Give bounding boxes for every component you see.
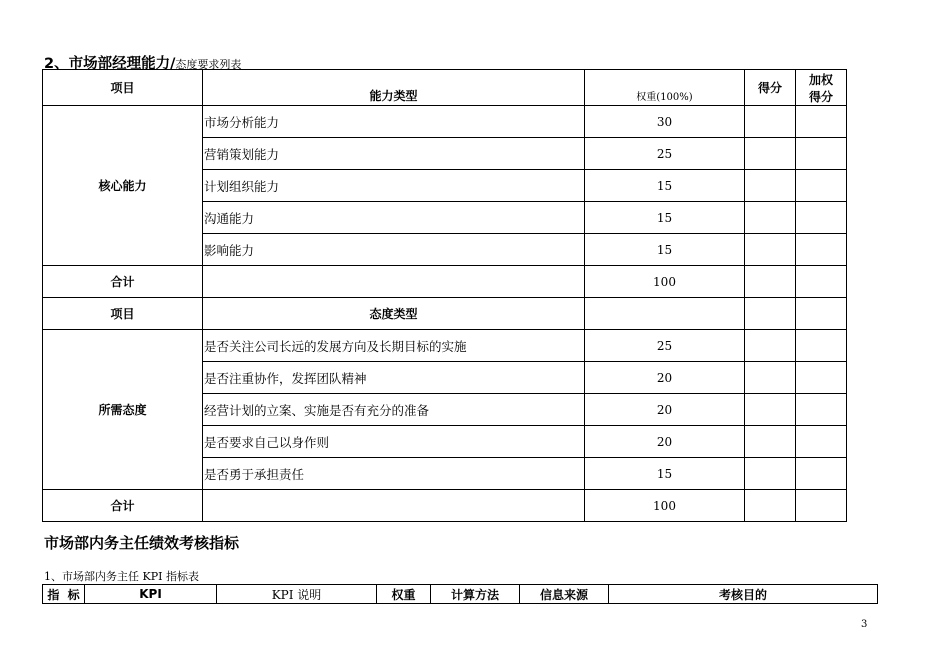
- ability-name: 市场分析能力: [203, 106, 585, 138]
- score-cell[interactable]: [745, 170, 796, 202]
- attitude-header-row: [43, 298, 847, 330]
- header-item: 项目: [43, 298, 203, 330]
- ability-total-row: [43, 266, 847, 298]
- header-weighted-score: [796, 70, 847, 106]
- kpi-header-source: 信息来源: [520, 585, 609, 604]
- empty-cell: [745, 298, 796, 330]
- score-cell[interactable]: [745, 426, 796, 458]
- score-cell[interactable]: [745, 490, 796, 522]
- empty-cell: [203, 266, 585, 298]
- score-cell[interactable]: [745, 330, 796, 362]
- attitude-weight: 20: [585, 426, 745, 458]
- weighted-score-cell[interactable]: [796, 234, 847, 266]
- score-cell[interactable]: [745, 266, 796, 298]
- weighted-score-cell[interactable]: [796, 106, 847, 138]
- weighted-score-cell[interactable]: [796, 330, 847, 362]
- header-attitude-type: 态度类型: [203, 298, 585, 330]
- attitude-total-row: [43, 490, 847, 522]
- score-cell[interactable]: [745, 394, 796, 426]
- ability-name: 沟通能力: [203, 202, 585, 234]
- attitude-name: 经营计划的立案、实施是否有充分的准备: [203, 394, 585, 426]
- weighted-score-cell[interactable]: [796, 394, 847, 426]
- weighted-score-cell[interactable]: [796, 202, 847, 234]
- total-label: 合计: [43, 490, 203, 522]
- ability-header-row: [43, 70, 847, 106]
- empty-cell: [585, 298, 745, 330]
- kpi-header-method: 计算方法: [431, 585, 520, 604]
- table-row: [43, 330, 847, 362]
- total-value: 100: [585, 266, 745, 298]
- kpi-table: [42, 584, 878, 604]
- weighted-score-cell[interactable]: [796, 170, 847, 202]
- kpi-header-description: KPI 说明: [217, 585, 377, 604]
- score-cell[interactable]: [745, 234, 796, 266]
- score-cell[interactable]: [745, 106, 796, 138]
- total-value: 100: [585, 490, 745, 522]
- group-label-core-ability: 核心能力: [43, 106, 203, 266]
- attitude-weight: 20: [585, 394, 745, 426]
- header-ability-type: 能力类型: [203, 70, 585, 106]
- weighted-score-cell[interactable]: [796, 426, 847, 458]
- page-number: 3: [861, 619, 868, 630]
- ability-name: 营销策划能力: [203, 138, 585, 170]
- ability-weight: 15: [585, 234, 745, 266]
- kpi-section-title: 市场部内务主任绩效考核指标: [44, 534, 240, 552]
- ability-attitude-table: [42, 69, 847, 522]
- ability-weight: 30: [585, 106, 745, 138]
- section-heading-sub: 态度要求列表: [175, 58, 242, 71]
- attitude-weight: 15: [585, 458, 745, 490]
- empty-cell: [203, 490, 585, 522]
- score-cell[interactable]: [745, 458, 796, 490]
- empty-cell: [796, 298, 847, 330]
- score-cell[interactable]: [745, 202, 796, 234]
- attitude-name: 是否勇于承担责任: [203, 458, 585, 490]
- weighted-score-cell[interactable]: [796, 266, 847, 298]
- kpi-header-row: [43, 585, 878, 604]
- attitude-weight: 20: [585, 362, 745, 394]
- weighted-score-cell[interactable]: [796, 362, 847, 394]
- group-label-required-attitude: 所需态度: [43, 330, 203, 490]
- attitude-name: 是否注重协作，发挥团队精神: [203, 362, 585, 394]
- kpi-header-weight: 权重: [377, 585, 431, 604]
- ability-weight: 25: [585, 138, 745, 170]
- score-cell[interactable]: [745, 362, 796, 394]
- attitude-name: 是否关注公司长远的发展方向及长期目标的实施: [203, 330, 585, 362]
- kpi-header-purpose: 考核目的: [609, 585, 878, 604]
- attitude-weight: 25: [585, 330, 745, 362]
- header-weighted-score-line1: 加权: [808, 72, 833, 87]
- kpi-header-indicator: 指 标: [43, 585, 85, 604]
- weighted-score-cell[interactable]: [796, 458, 847, 490]
- ability-name: 计划组织能力: [203, 170, 585, 202]
- header-item: 项目: [43, 70, 203, 106]
- total-label: 合计: [43, 266, 203, 298]
- weighted-score-cell[interactable]: [796, 138, 847, 170]
- header-weighted-score-line2: 得分: [808, 89, 833, 104]
- ability-weight: 15: [585, 170, 745, 202]
- table-row: [43, 106, 847, 138]
- kpi-table-caption: 1、市场部内务主任 KPI 指标表: [44, 570, 199, 583]
- kpi-header-kpi: KPI: [85, 585, 217, 604]
- score-cell[interactable]: [745, 138, 796, 170]
- attitude-name: 是否要求自己以身作则: [203, 426, 585, 458]
- ability-name: 影响能力: [203, 234, 585, 266]
- header-score: 得分: [745, 70, 796, 106]
- header-weight: 权重(100%): [585, 70, 745, 106]
- weighted-score-cell[interactable]: [796, 490, 847, 522]
- ability-weight: 15: [585, 202, 745, 234]
- section-heading-main: 2、市场部经理能力/: [44, 56, 176, 72]
